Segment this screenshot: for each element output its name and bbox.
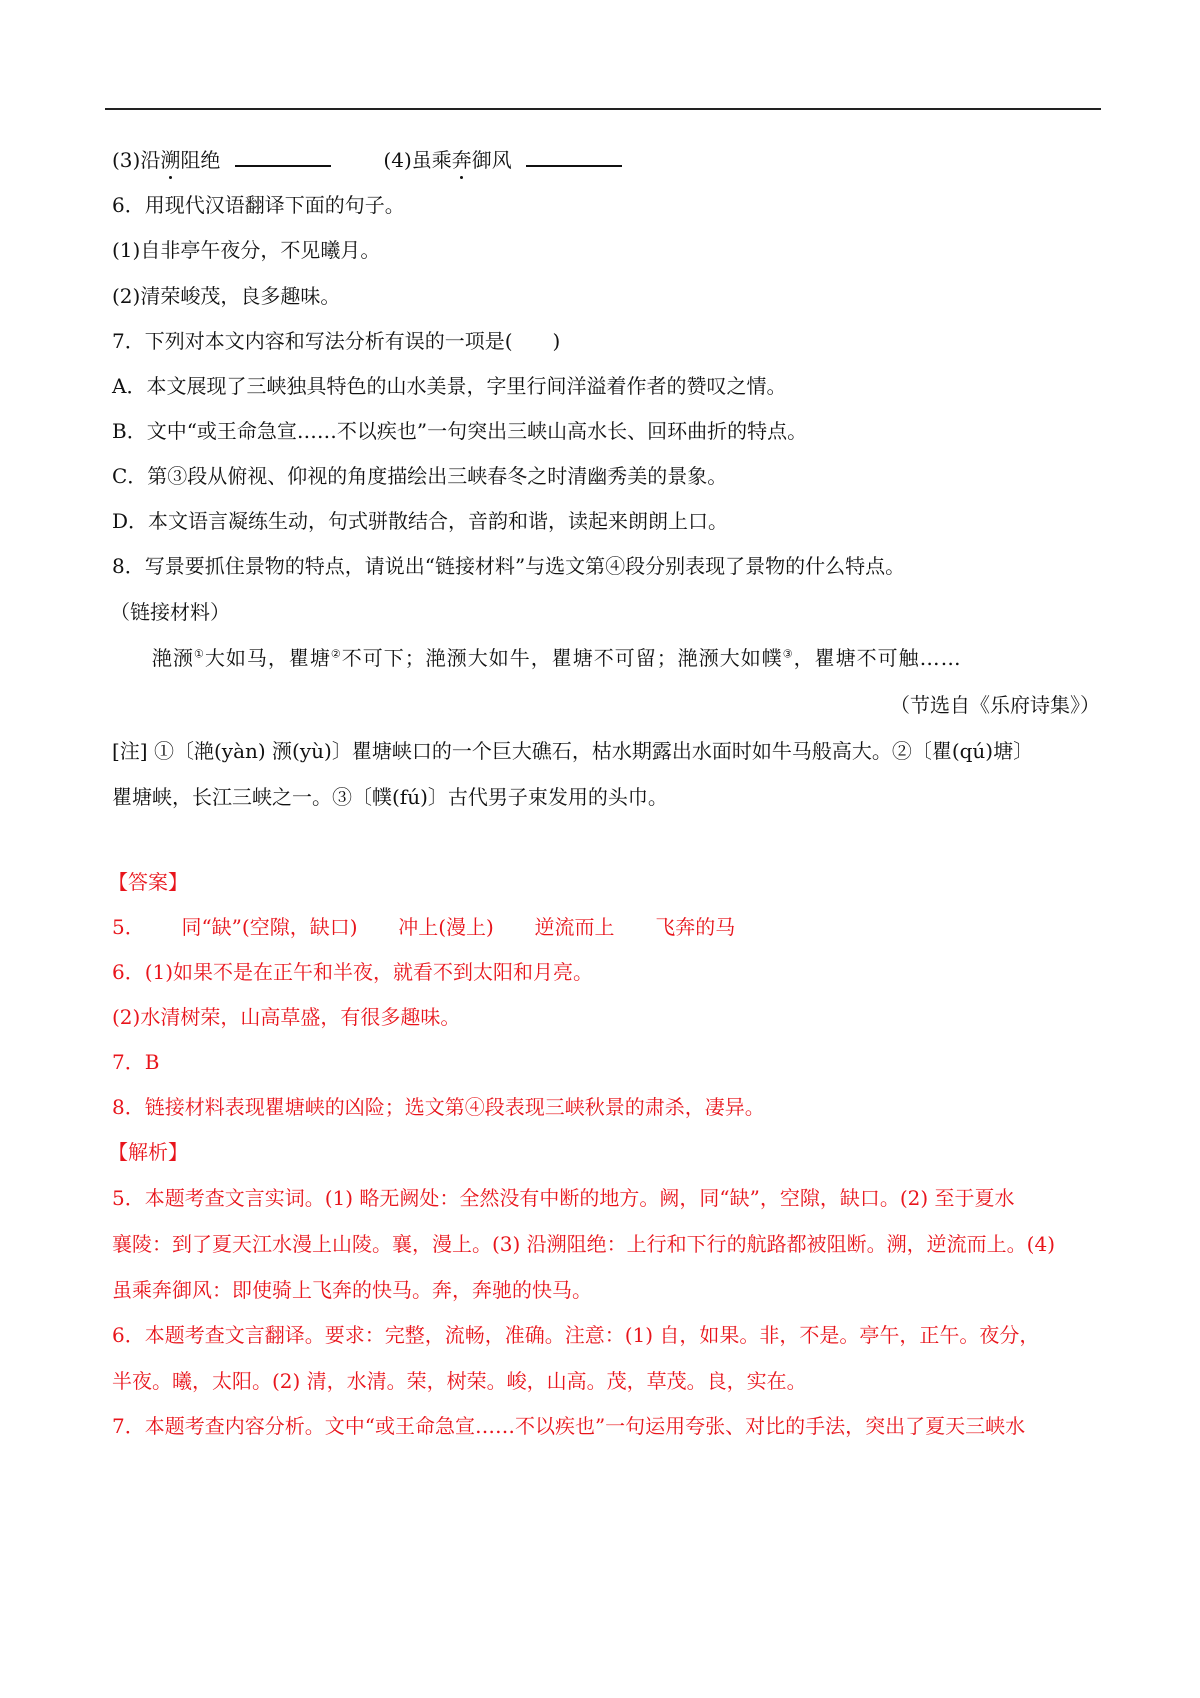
answer-6-line-2: (2)水清树荣，山高草盛，有很多趣味。 bbox=[112, 1005, 461, 1029]
analysis-5-line-3: 虽乘奔御风：即使骑上飞奔的快马。奔，奔驰的快马。 bbox=[112, 1278, 592, 1302]
answer-5-item-1: 同“缺”(空隙，缺口) bbox=[181, 915, 358, 939]
q7-option-b: B．文中“或王命急宣……不以疾也”一句突出三峡山高水长、回环曲折的特点。 bbox=[112, 419, 808, 443]
q6-sentence-1: (1)自非亭午夜分，不见曦月。 bbox=[112, 238, 381, 262]
footnote-mark-1: ① bbox=[194, 647, 205, 661]
q5-item-3-number: (3) bbox=[112, 148, 141, 172]
q5-items-row bbox=[112, 146, 622, 174]
analysis-6-line-2: 半夜。曦，太阳。(2) 清，水清。荣，树荣。峻，山高。茂，草茂。良，实在。 bbox=[112, 1369, 807, 1393]
answer-5-item-2: 冲上(漫上) bbox=[398, 915, 494, 939]
answer-heading: 【答案】 bbox=[108, 870, 188, 894]
poem-source: （节选自《乐府诗集》） bbox=[890, 693, 1100, 717]
q7-option-c: C．第③段从俯视、仰视的角度描绘出三峡春冬之时清幽秀美的景象。 bbox=[112, 464, 728, 488]
answer-5-item-3: 逆流而上 bbox=[534, 915, 615, 939]
q5-item-3-dotted-char: 溯 bbox=[160, 148, 181, 172]
poem-part-2: 大如马，瞿塘 bbox=[204, 646, 331, 670]
poem-part-1: 滟滪 bbox=[152, 646, 194, 670]
q5-item-4-pre: 虽乘 bbox=[411, 148, 452, 172]
q7-option-a: A．本文展现了三峡独具特色的山水美景，字里行间洋溢着作者的赞叹之情。 bbox=[112, 374, 787, 398]
analysis-heading: 【解析】 bbox=[108, 1140, 188, 1164]
note-line-2: 瞿塘峡，长江三峡之一。③〔幞(fú)〕古代男子束发用的头巾。 bbox=[112, 785, 668, 809]
analysis-6-line-1: 6．本题考查文言翻译。要求：完整，流畅，准确。注意：(1) 自，如果。非，不是。亭午，正午。夜分， bbox=[112, 1323, 1040, 1347]
q5-item-3-blank[interactable] bbox=[235, 147, 331, 167]
q6-stem: 6．用现代汉语翻译下面的句子。 bbox=[112, 193, 405, 217]
analysis-7-line-1: 7．本题考查内容分析。文中“或王命急宣……不以疾也”一句运用夸张、对比的手法，突出了夏天三峡水 bbox=[112, 1414, 1026, 1438]
header-rule bbox=[105, 108, 1101, 110]
answer-8: 8．链接材料表现瞿塘峡的凶险；选文第④段表现三峡秋景的肃杀，凄异。 bbox=[112, 1095, 765, 1119]
q5-item-4-dotted-char: 奔 bbox=[451, 148, 472, 172]
poem-part-4: ，瞿塘不可触…… bbox=[793, 646, 962, 670]
link-material-poem bbox=[152, 644, 962, 672]
footnote-mark-3: ③ bbox=[782, 647, 794, 661]
answer-5-item-4: 飞奔的马 bbox=[655, 915, 736, 939]
q5-item-3-post: 阻绝 bbox=[180, 148, 221, 172]
q7-option-d: D．本文语言凝练生动，句式骈散结合，音韵和谐，读起来朗朗上口。 bbox=[112, 509, 729, 533]
analysis-5-line-2: 襄陵：到了夏天江水漫上山陵。襄，漫上。(3) 沿溯阻绝：上行和下行的航路都被阻断。溯，逆流而上。(4) bbox=[112, 1232, 1056, 1256]
q5-item-3-pre: 沿 bbox=[140, 148, 161, 172]
note-line-1: [注] ①〔滟(yàn) 滪(yù)〕瞿塘峡口的一个巨大礁石，枯水期露出水面时如牛马般高大。②〔瞿(qú)塘〕 bbox=[112, 739, 1034, 763]
poem-part-3: 不可下；滟滪大如牛，瞿塘不可留；滟滪大如幞 bbox=[341, 646, 783, 670]
analysis-5-line-1: 5．本题考查文言实词。(1) 略无阙处：全然没有中断的地方。阙，同“缺”，空隙，缺口。(2) 至于夏水 bbox=[112, 1186, 1015, 1210]
answer-7: 7．B bbox=[112, 1050, 160, 1074]
footnote-mark-2: ② bbox=[330, 647, 342, 661]
answer-6-line-1: 6．(1)如果不是在正午和半夜，就看不到太阳和月亮。 bbox=[112, 960, 594, 984]
q6-sentence-2: (2)清荣峻茂，良多趣味。 bbox=[112, 284, 341, 308]
q8-stem: 8．写景要抓住景物的特点，请说出“链接材料”与选文第④段分别表现了景物的什么特点。 bbox=[112, 554, 906, 578]
answer-5 bbox=[112, 913, 735, 941]
q7-stem: 7．下列对本文内容和写法分析有误的一项是( ) bbox=[112, 329, 561, 353]
q5-item-4-blank[interactable] bbox=[526, 147, 622, 167]
q5-item-4-post: 御风 bbox=[471, 148, 512, 172]
answer-5-number: 5． bbox=[112, 915, 145, 939]
link-material-title: （链接材料） bbox=[110, 600, 230, 624]
q5-item-4-number: (4) bbox=[383, 148, 412, 172]
